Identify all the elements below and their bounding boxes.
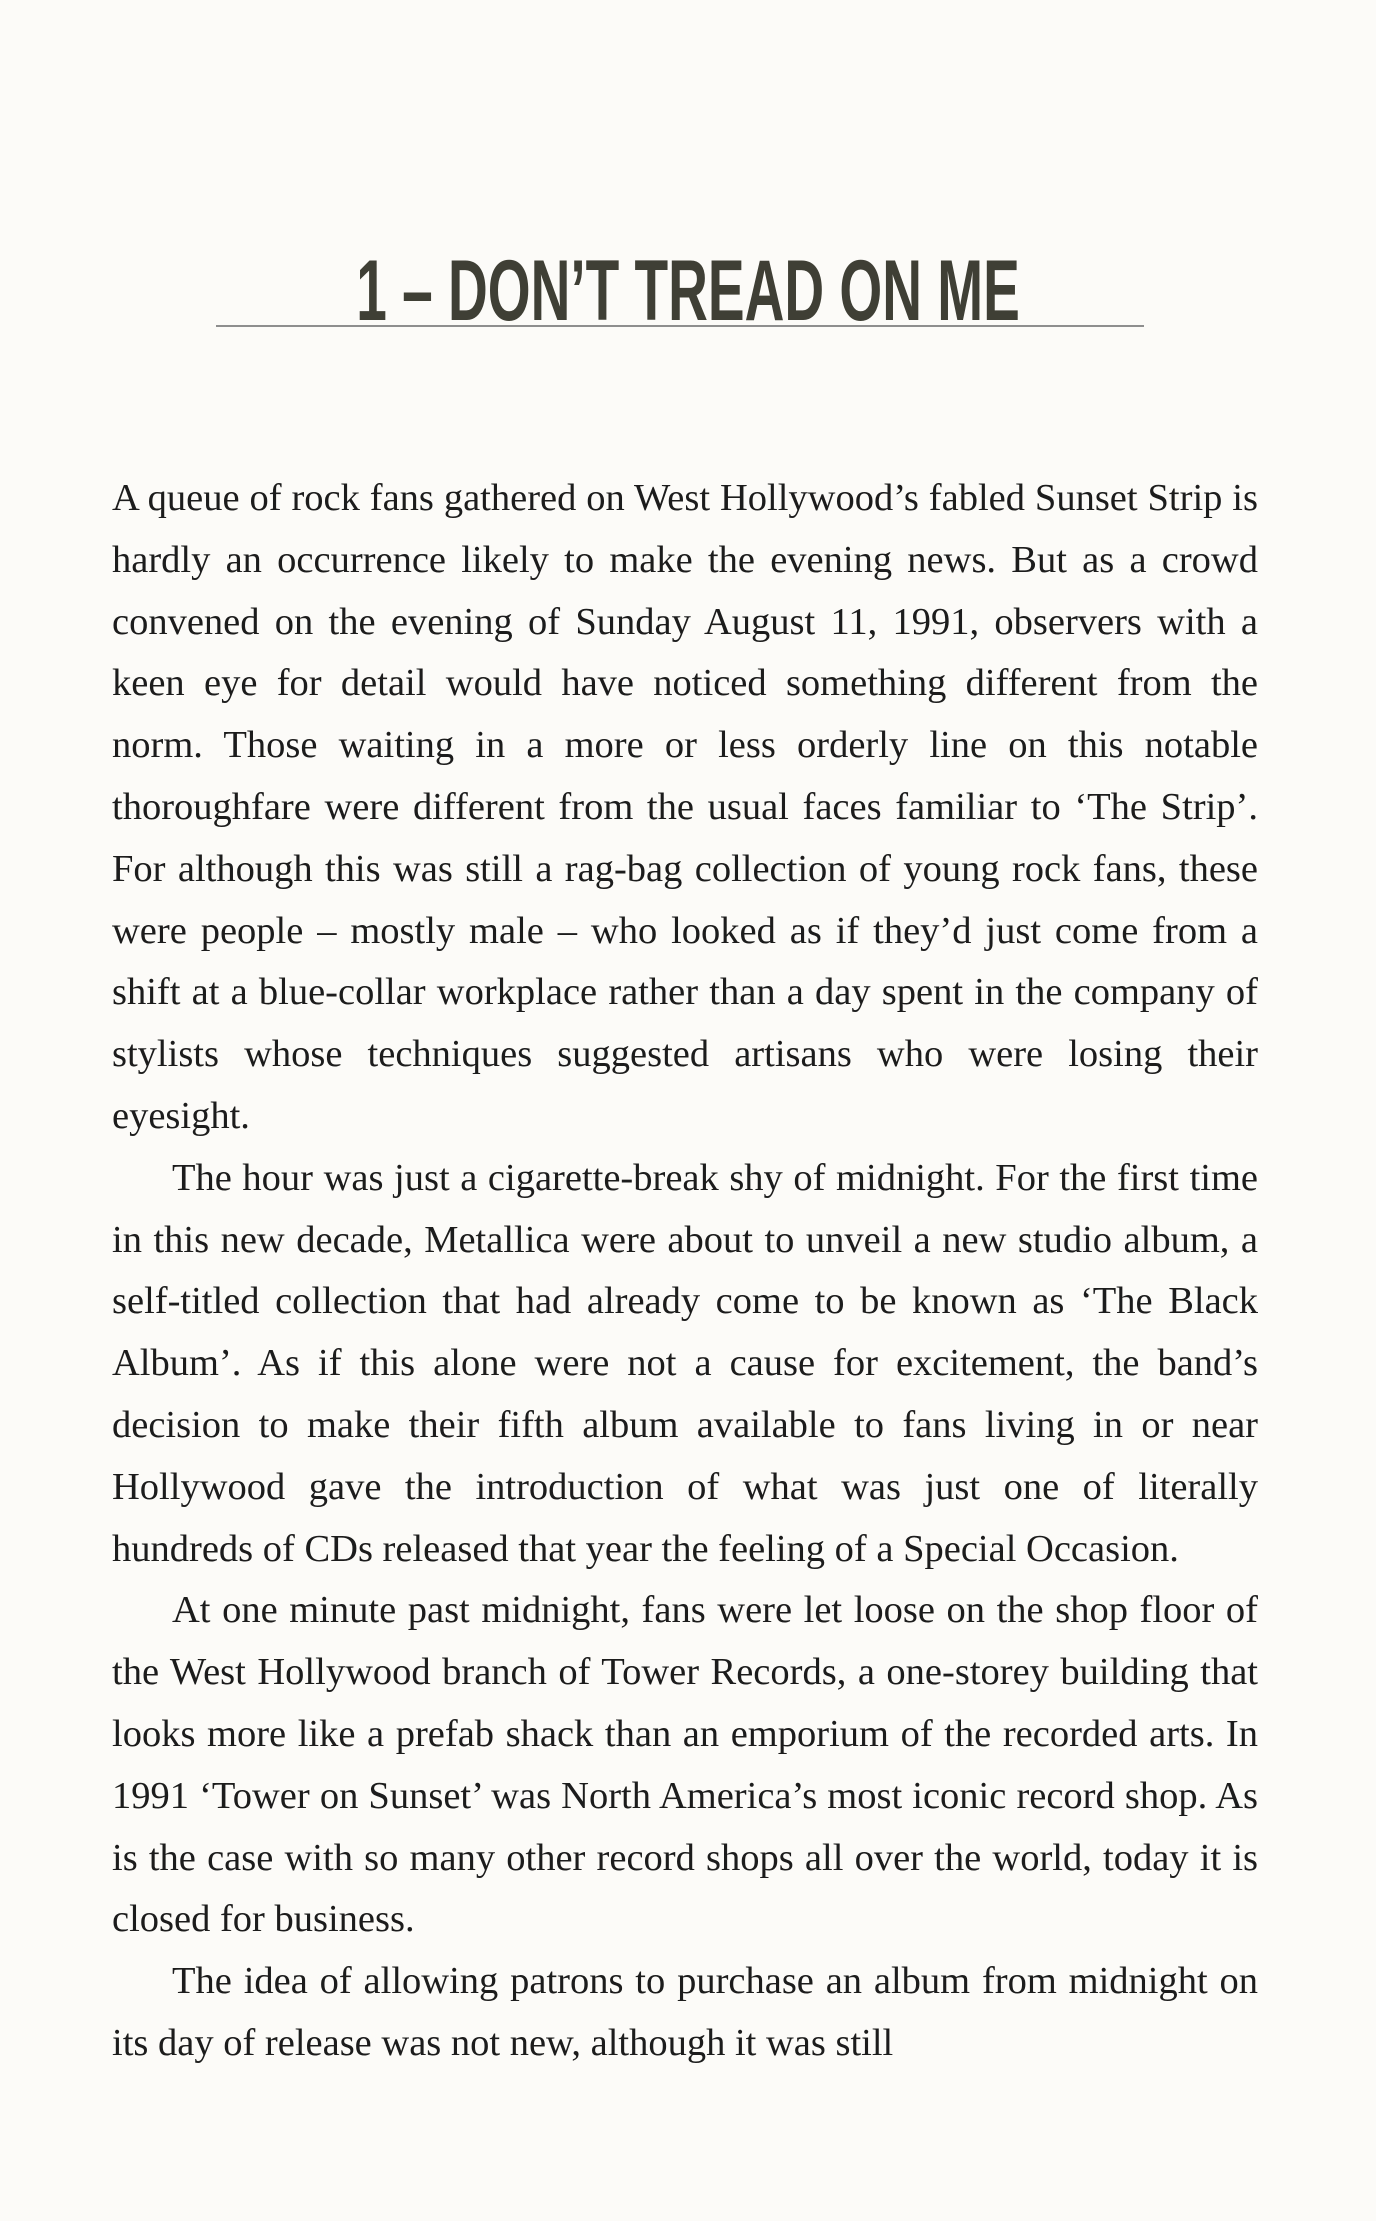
paragraph: At one minute past midnight, fans were let loose on the shop floor of the West Hollywood branch of Tower Records, a one-storey building that looks more like a prefab shack than an emporium of the recorded arts. In 1991 ‘Tower on Sunset’ was North America’s most iconic record shop. As is the case with so many other record shops all over the world, today it is closed for business. <box>112 1589 1258 1941</box>
paragraph: The idea of allowing patrons to purchase an album from midnight on its day of release was not new, although it was still <box>112 1960 1258 2064</box>
chapter-body <box>112 468 1258 2075</box>
title-divider <box>216 325 1144 327</box>
paragraph: The hour was just a cigarette-break shy of midnight. For the first time in this new decade, Metallica were about to unveil a new studio album, a self-titled collection that had already come to be known as ‘The Black Album’. As if this alone were not a cause for excitement, the band’s decision to make their fifth album available to fans living in or near Hollywood gave the introduction of what was just one of literally hundreds of CDs released that year the feeling of a Special Occasion. <box>112 1156 1258 1570</box>
paragraph: A queue of rock fans gathered on West Hollywood’s fabled Sunset Strip is hardly an occurrence likely to make the evening news. But as a crowd convened on the evening of Sunday August 11, 1991, observers with a keen eye for detail would have noticed something different from the norm. Those waiting in a more or less orderly line on this notable thoroughfare were different from the usual faces familiar to ‘The Strip’. For although this was still a rag-bag collection of young rock fans, these were people – mostly male – who looked as if they’d just come from a shift at a blue-collar workplace rather than a day spent in the company of stylists whose techniques suggested artisans who were losing their eyesight. <box>112 477 1258 1137</box>
chapter-title: 1 – DON’T TREAD ON ME <box>356 242 1020 339</box>
